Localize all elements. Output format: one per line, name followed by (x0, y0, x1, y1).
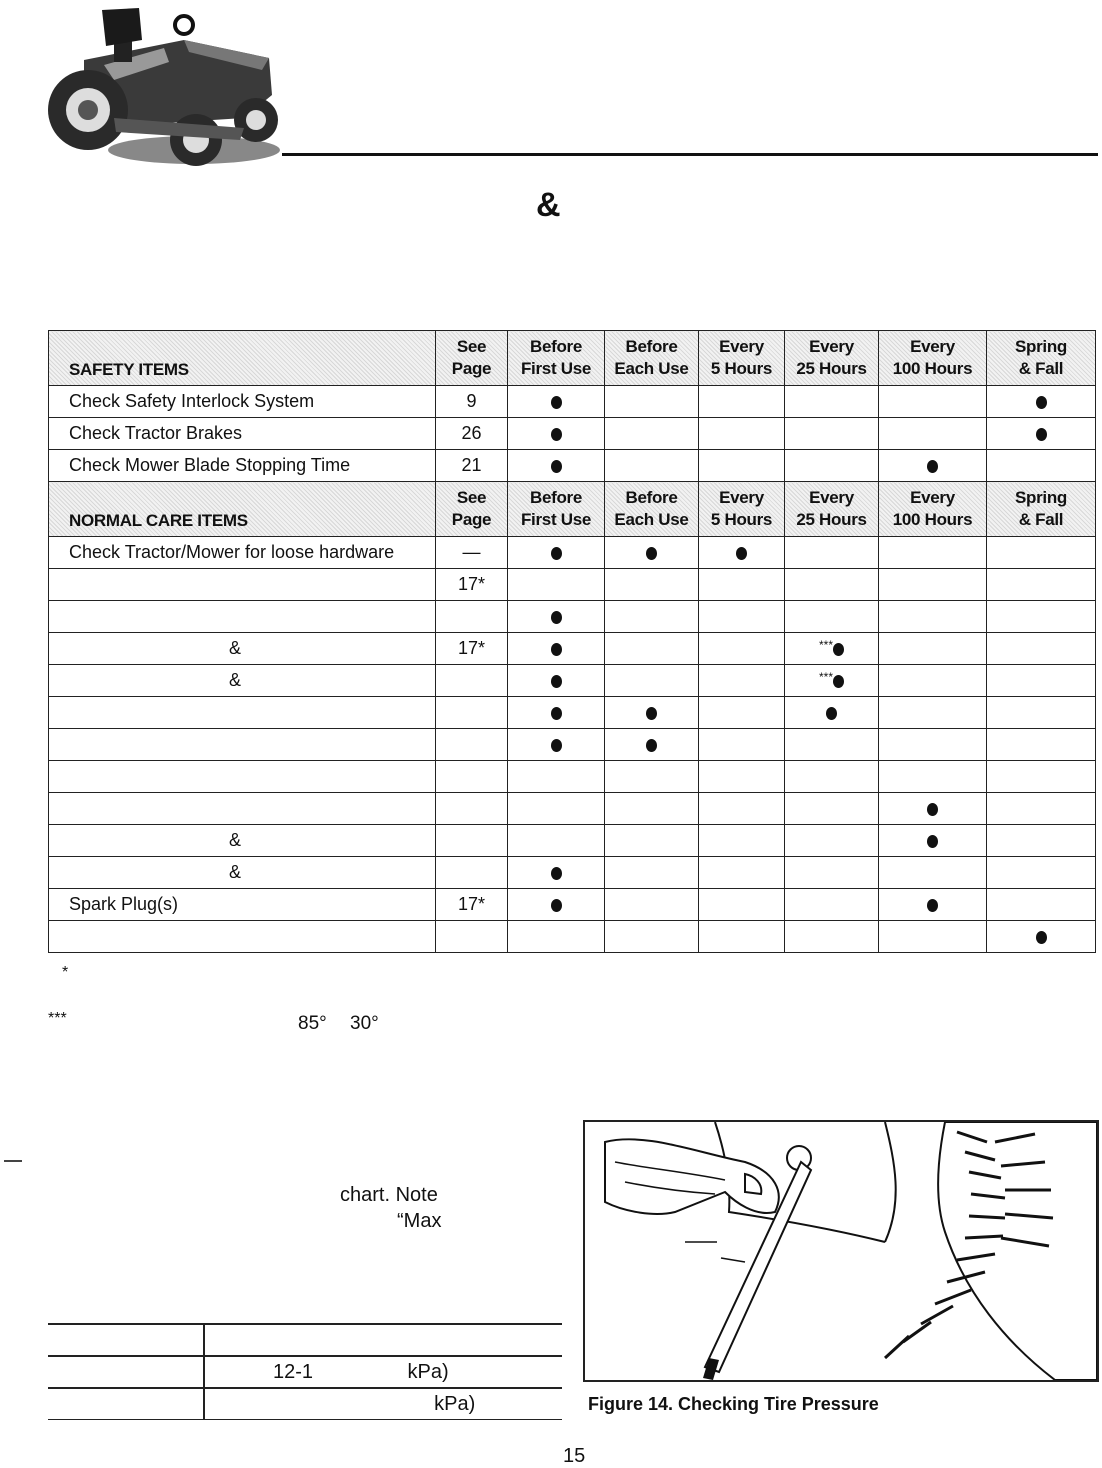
schedule-cell (879, 665, 987, 697)
maintenance-item: Check Mower Blade Stopping Time (49, 450, 436, 482)
schedule-cell (879, 418, 987, 450)
schedule-cell (699, 761, 785, 793)
schedule-cell (508, 665, 605, 697)
figure-caption: Figure 14. Checking Tire Pressure (588, 1394, 879, 1414)
column-header (987, 331, 1096, 386)
schedule-cell (987, 825, 1096, 857)
schedule-cell (605, 825, 699, 857)
schedule-cell (785, 569, 879, 601)
column-header-line: Every (910, 337, 955, 356)
schedule-cell (879, 793, 987, 825)
see-page-cell: 17* (436, 569, 508, 601)
column-header-line: 25 Hours (796, 510, 867, 529)
schedule-cell (785, 697, 879, 729)
tire-table-row (48, 1324, 562, 1356)
maintenance-item (49, 793, 436, 825)
maintenance-item: Check Tractor Brakes (49, 418, 436, 450)
lawn-tractor-illustration (44, 0, 282, 170)
table-row (49, 386, 1096, 418)
schedule-cell (987, 761, 1096, 793)
tire-pressure-table (48, 1323, 562, 1420)
see-page-cell: 17* (436, 889, 508, 921)
bullet-mark-icon (1036, 428, 1047, 441)
table-row (49, 825, 1096, 857)
schedule-cell (699, 697, 785, 729)
table-row (49, 729, 1096, 761)
schedule-cell (508, 418, 605, 450)
tire-cell: kPa) (204, 1388, 562, 1420)
table-row (49, 537, 1096, 569)
table-row (49, 889, 1096, 921)
column-header (508, 482, 605, 537)
schedule-cell (605, 418, 699, 450)
schedule-cell (699, 601, 785, 633)
schedule-cell (987, 418, 1096, 450)
schedule-cell (605, 633, 699, 665)
bullet-mark-icon (551, 867, 562, 880)
schedule-cell (605, 386, 699, 418)
schedule-cell (605, 537, 699, 569)
column-header (785, 482, 879, 537)
maintenance-item: & (49, 633, 436, 665)
schedule-cell (508, 889, 605, 921)
bullet-mark-icon (1036, 396, 1047, 409)
schedule-cell (879, 450, 987, 482)
column-header-line: Before (529, 488, 583, 507)
schedule-cell (987, 601, 1096, 633)
column-header-line: 5 Hours (710, 359, 773, 378)
see-page-cell (436, 825, 508, 857)
schedule-cell (699, 386, 785, 418)
section-header-row (49, 331, 1096, 386)
bullet-mark-icon (1036, 931, 1047, 944)
table-row (49, 697, 1096, 729)
schedule-cell (605, 761, 699, 793)
table-row (49, 633, 1096, 665)
maintenance-item: & (49, 857, 436, 889)
schedule-cell (987, 921, 1096, 953)
schedule-cell (785, 665, 879, 697)
bullet-mark-icon (927, 899, 938, 912)
bullet-mark-icon (551, 643, 562, 656)
schedule-cell (508, 697, 605, 729)
schedule-cell (785, 889, 879, 921)
schedule-cell (987, 537, 1096, 569)
tire-cell: 12-1 kPa) (204, 1356, 562, 1388)
schedule-cell (699, 665, 785, 697)
schedule-cell (987, 857, 1096, 889)
schedule-cell (699, 825, 785, 857)
table-row (49, 665, 1096, 697)
maintenance-schedule-table (48, 330, 1096, 953)
bullet-mark-icon (551, 707, 562, 720)
table-row (49, 450, 1096, 482)
column-header (987, 482, 1096, 537)
bullet-mark-icon (826, 707, 837, 720)
schedule-cell (605, 857, 699, 889)
header-rule (282, 153, 1098, 156)
schedule-cell (785, 386, 879, 418)
schedule-cell (987, 889, 1096, 921)
column-header (879, 331, 987, 386)
schedule-cell (785, 633, 879, 665)
schedule-cell (508, 601, 605, 633)
table-row (49, 569, 1096, 601)
column-header-line: Before (625, 488, 678, 507)
bullet-mark-icon (833, 675, 844, 688)
column-header-line: Page (451, 510, 492, 529)
column-header-line: Every (809, 337, 854, 356)
column-header-line: & Fall (1018, 359, 1064, 378)
bullet-mark-icon (551, 899, 562, 912)
column-header-line: Every (719, 337, 764, 356)
column-header-line: Every (910, 488, 955, 507)
column-header (699, 482, 785, 537)
schedule-cell (879, 697, 987, 729)
see-page-cell (436, 793, 508, 825)
schedule-cell (605, 889, 699, 921)
column-header (605, 331, 699, 386)
tire-chart-note: chart. Note (340, 1184, 438, 1206)
see-page-cell (436, 729, 508, 761)
schedule-cell (508, 386, 605, 418)
maintenance-item (49, 761, 436, 793)
footnote-star: * (62, 964, 69, 981)
column-header-line: Every (809, 488, 854, 507)
column-header-line: Spring (1014, 337, 1068, 356)
table-row (49, 793, 1096, 825)
schedule-cell (605, 793, 699, 825)
tire-table-row (48, 1356, 562, 1388)
schedule-cell (605, 729, 699, 761)
schedule-cell (508, 569, 605, 601)
temperature-low: 30° (350, 1013, 379, 1034)
bullet-mark-icon (551, 739, 562, 752)
bullet-mark-icon (646, 739, 657, 752)
column-header-line: Page (451, 359, 492, 378)
table-row (49, 921, 1096, 953)
schedule-cell (508, 793, 605, 825)
bullet-mark-icon (646, 707, 657, 720)
see-page-cell: 9 (436, 386, 508, 418)
schedule-cell (699, 418, 785, 450)
see-page-cell (436, 665, 508, 697)
maintenance-item (49, 569, 436, 601)
tire-cell (48, 1356, 204, 1388)
schedule-cell (508, 825, 605, 857)
schedule-cell (785, 793, 879, 825)
see-page-cell (436, 921, 508, 953)
tire-pressure-gauge-illustration (585, 1122, 1097, 1380)
schedule-cell (987, 386, 1096, 418)
schedule-cell (785, 729, 879, 761)
schedule-cell (699, 633, 785, 665)
see-page-cell (436, 601, 508, 633)
column-header-line: & Fall (1018, 510, 1064, 529)
margin-mark (4, 1160, 22, 1162)
schedule-cell (879, 386, 987, 418)
column-header-line: Every (719, 488, 764, 507)
maintenance-item: & (49, 665, 436, 697)
schedule-cell (605, 665, 699, 697)
footnote-triple-star: *** (48, 1010, 67, 1027)
bullet-mark-icon (551, 547, 562, 560)
section-title: SAFETY ITEMS (49, 331, 436, 386)
tire-cell (48, 1324, 204, 1356)
schedule-cell (785, 857, 879, 889)
maintenance-item (49, 921, 436, 953)
column-header-line: First Use (520, 359, 592, 378)
schedule-cell (508, 633, 605, 665)
schedule-cell (879, 889, 987, 921)
triple-star-marker: *** (818, 670, 833, 684)
column-header (879, 482, 987, 537)
page-number: 15 (563, 1445, 586, 1467)
page-title-fragment: & (536, 186, 561, 224)
schedule-cell (605, 450, 699, 482)
schedule-cell (699, 569, 785, 601)
maintenance-item (49, 729, 436, 761)
schedule-cell (785, 537, 879, 569)
table-row (49, 601, 1096, 633)
schedule-cell (879, 601, 987, 633)
schedule-cell (699, 729, 785, 761)
schedule-cell (785, 921, 879, 953)
schedule-cell (605, 921, 699, 953)
schedule-cell (508, 761, 605, 793)
schedule-cell (879, 729, 987, 761)
bullet-mark-icon (646, 547, 657, 560)
schedule-cell (879, 921, 987, 953)
schedule-cell (785, 450, 879, 482)
schedule-cell (785, 601, 879, 633)
column-header-line: 100 Hours (892, 510, 973, 529)
triple-star-marker: *** (818, 638, 833, 652)
bullet-mark-icon (551, 428, 562, 441)
column-header-line: Each Use (614, 359, 689, 378)
schedule-cell (987, 697, 1096, 729)
schedule-cell (508, 729, 605, 761)
column-header-line: 25 Hours (796, 359, 867, 378)
schedule-cell (699, 889, 785, 921)
section-header-row (49, 482, 1096, 537)
maintenance-item (49, 601, 436, 633)
see-page-cell (436, 857, 508, 889)
temperature-high: 85° (298, 1013, 327, 1034)
schedule-cell (508, 450, 605, 482)
column-header-line: Before (529, 337, 583, 356)
column-header-line: See (456, 488, 487, 507)
schedule-cell (508, 857, 605, 889)
see-page-cell: — (436, 537, 508, 569)
see-page-cell: 21 (436, 450, 508, 482)
column-header (785, 331, 879, 386)
maintenance-item: Spark Plug(s) (49, 889, 436, 921)
schedule-cell (879, 569, 987, 601)
maintenance-item: & (49, 825, 436, 857)
column-header-line: See (456, 337, 487, 356)
schedule-cell (987, 793, 1096, 825)
section-title: NORMAL CARE ITEMS (49, 482, 436, 537)
tire-cell (204, 1324, 562, 1356)
schedule-cell (508, 537, 605, 569)
bullet-mark-icon (551, 675, 562, 688)
schedule-cell (508, 921, 605, 953)
column-header-line: First Use (520, 510, 592, 529)
column-header-line: Each Use (614, 510, 689, 529)
schedule-cell (879, 857, 987, 889)
see-page-cell (436, 761, 508, 793)
schedule-cell (879, 633, 987, 665)
schedule-cell (879, 825, 987, 857)
schedule-cell (987, 665, 1096, 697)
schedule-cell (785, 825, 879, 857)
column-header-line: Spring (1014, 488, 1068, 507)
bullet-mark-icon (736, 547, 747, 560)
schedule-cell (879, 537, 987, 569)
bullet-mark-icon (833, 643, 844, 656)
table-row (49, 418, 1096, 450)
schedule-cell (605, 697, 699, 729)
maintenance-item (49, 697, 436, 729)
tire-max-quote: “Max (397, 1210, 442, 1232)
schedule-cell (987, 729, 1096, 761)
bullet-mark-icon (927, 460, 938, 473)
schedule-cell (605, 601, 699, 633)
see-page-cell: 17* (436, 633, 508, 665)
see-page-cell: 26 (436, 418, 508, 450)
see-page-cell (436, 697, 508, 729)
column-header-line: Before (625, 337, 678, 356)
tire-table-row (48, 1388, 562, 1420)
column-header (436, 331, 508, 386)
bullet-mark-icon (551, 396, 562, 409)
schedule-cell (699, 450, 785, 482)
column-header (699, 331, 785, 386)
bullet-mark-icon (551, 611, 562, 624)
schedule-cell (699, 921, 785, 953)
schedule-cell (699, 537, 785, 569)
schedule-cell (987, 633, 1096, 665)
column-header (436, 482, 508, 537)
schedule-cell (987, 569, 1096, 601)
schedule-cell (879, 761, 987, 793)
table-row (49, 857, 1096, 889)
schedule-cell (785, 761, 879, 793)
column-header (605, 482, 699, 537)
column-header (508, 331, 605, 386)
bullet-mark-icon (927, 803, 938, 816)
schedule-cell (699, 793, 785, 825)
figure-14-box (583, 1120, 1099, 1382)
column-header-line: 100 Hours (892, 359, 973, 378)
table-row (49, 761, 1096, 793)
bullet-mark-icon (551, 460, 562, 473)
schedule-cell (699, 857, 785, 889)
maintenance-item: Check Safety Interlock System (49, 386, 436, 418)
schedule-cell (785, 418, 879, 450)
schedule-cell (605, 569, 699, 601)
tire-cell (48, 1388, 204, 1420)
schedule-cell (987, 450, 1096, 482)
bullet-mark-icon (927, 835, 938, 848)
maintenance-item: Check Tractor/Mower for loose hardware (49, 537, 436, 569)
column-header-line: 5 Hours (710, 510, 773, 529)
